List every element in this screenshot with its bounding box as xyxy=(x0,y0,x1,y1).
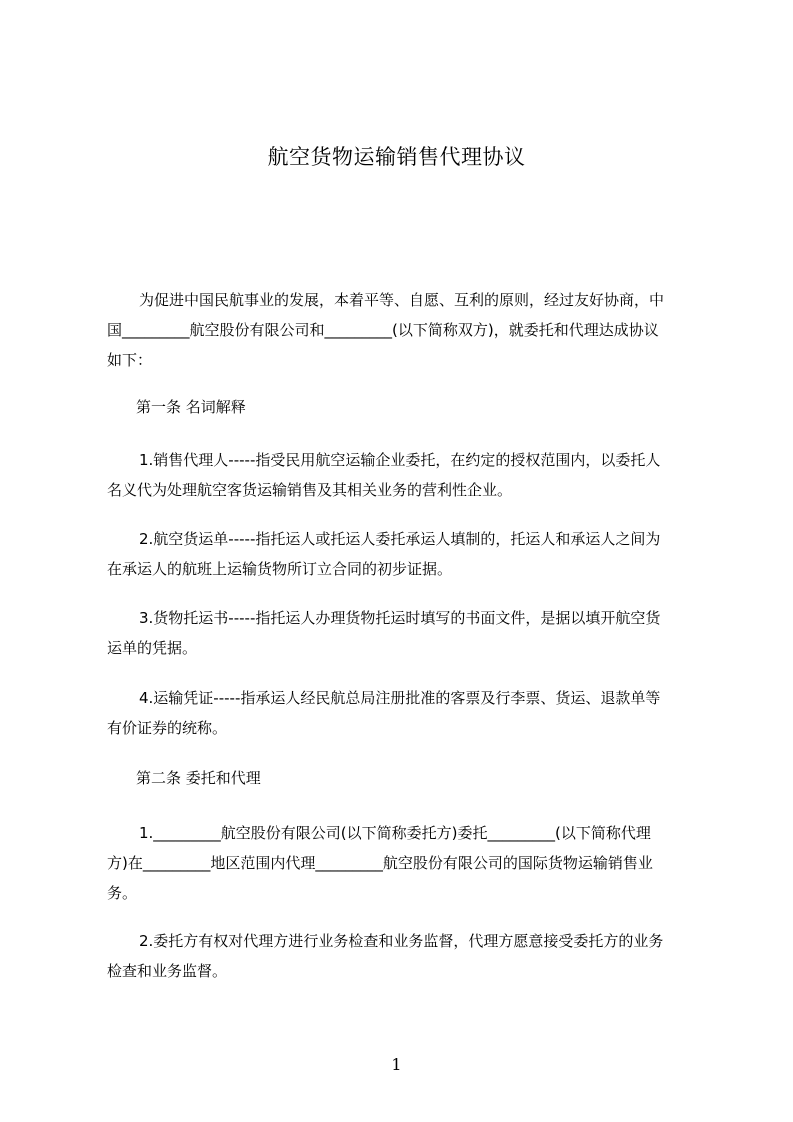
item-line: 2.航空货运单-----指托运人或托运人委托承运人填制的，托运人和承运人之间为 xyxy=(139,530,661,548)
item-line: 方)在_________地区范围内代理_________航空股份有限公司的国际货物运输销售业 xyxy=(107,854,653,872)
page-number: 1 xyxy=(391,1055,402,1074)
item-line: 在承运人的航班上运输货物所订立合同的初步证据。 xyxy=(107,560,453,578)
section-2-heading: 第二条 委托和代理 xyxy=(136,769,261,787)
item-line: 2.委托方有权对代理方进行业务检查和业务监督，代理方愿意接受委托方的业务 xyxy=(139,932,664,950)
definition-item xyxy=(107,445,707,505)
definition-item xyxy=(107,683,707,743)
agency-item xyxy=(107,818,707,908)
item-line: 有价证券的统称。 xyxy=(107,719,228,737)
item-line: 1.销售代理人-----指受民用航空运输企业委托，在约定的授权范围内，以委托人 xyxy=(139,451,661,469)
intro-line: 国_________航空股份有限公司和_________(以下简称双方)，就委托和代理达成协议 xyxy=(107,321,659,339)
item-line: 4.运输凭证-----指承运人经民航总局注册批准的客票及行李票、货运、退款单等 xyxy=(139,689,661,707)
document-title: 航空货物运输销售代理协议 xyxy=(267,145,526,169)
item-line: 3.货物托运书-----指托运人办理货物托运时填写的书面文件，是据以填开航空货 xyxy=(139,609,661,627)
item-line: 名义代为处理航空客货运输销售及其相关业务的营利性企业。 xyxy=(107,481,513,499)
item-line: 检查和业务监督。 xyxy=(107,962,228,980)
intro-line: 如下： xyxy=(107,351,153,369)
definition-item xyxy=(107,603,707,663)
item-line: 运单的凭据。 xyxy=(107,639,198,657)
item-line: 务。 xyxy=(107,884,138,902)
agency-item xyxy=(107,926,707,986)
definition-item xyxy=(107,524,707,584)
intro-line: 为促进中国民航事业的发展，本着平等、自愿、互利的原则，经过友好协商，中 xyxy=(139,291,665,309)
section-1-heading: 第一条 名词解释 xyxy=(136,398,246,416)
intro-paragraph xyxy=(107,285,707,375)
item-line: 1._________航空股份有限公司(以下简称委托方)委托_________(以下简称代理 xyxy=(139,824,651,842)
